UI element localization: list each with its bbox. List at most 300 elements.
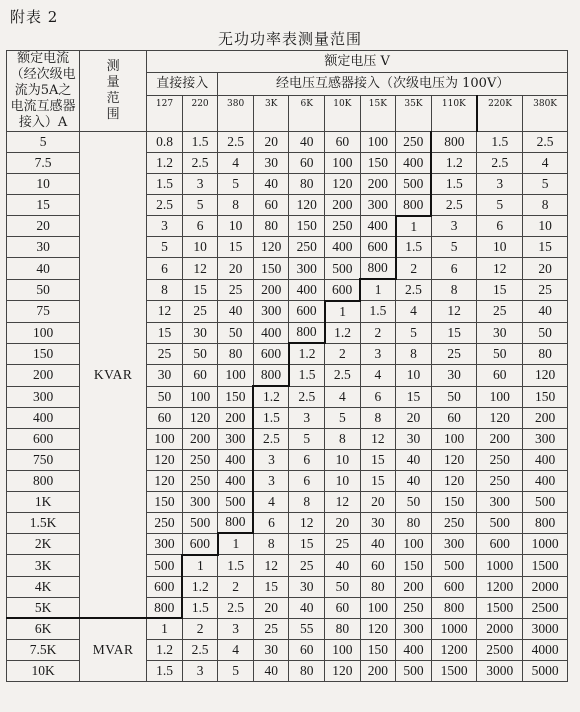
value-cell: 5 [325, 408, 361, 429]
value-cell: 200 [325, 194, 361, 215]
value-cell: 400 [396, 640, 432, 661]
value-cell: 30 [147, 365, 183, 386]
value-cell: 2.5 [325, 365, 361, 386]
value-cell: 4 [360, 365, 396, 386]
value-cell: 5 [523, 173, 568, 194]
value-cell: 8 [289, 491, 325, 512]
voltage-col-header: 10K [325, 96, 361, 132]
value-cell: 20 [396, 408, 432, 429]
value-cell: 10 [218, 216, 254, 237]
rated-current-cell: 1.5K [7, 512, 80, 533]
rated-current-cell: 10 [7, 173, 80, 194]
value-cell: 250 [289, 237, 325, 258]
value-cell: 80 [523, 343, 568, 364]
value-cell: 100 [147, 428, 183, 449]
table-row [7, 618, 568, 639]
value-cell: 3 [289, 408, 325, 429]
rated-current-cell: 300 [7, 386, 80, 407]
rated-current-cell: 3K [7, 555, 80, 576]
value-cell: 30 [253, 152, 289, 173]
value-cell: 1.5 [218, 555, 254, 576]
value-cell: 150 [431, 491, 477, 512]
value-cell: 1200 [477, 576, 523, 597]
voltage-col-header: 220 [182, 96, 218, 132]
value-cell: 1 [218, 533, 254, 554]
value-cell: 1.5 [147, 173, 183, 194]
value-cell: 30 [360, 512, 396, 533]
appendix-label: 附表 2 [10, 8, 59, 26]
value-cell: 1.2 [289, 343, 325, 364]
value-cell: 120 [477, 408, 523, 429]
value-cell: 80 [218, 343, 254, 364]
value-cell: 1 [325, 301, 361, 322]
rated-current-cell: 15 [7, 194, 80, 215]
value-cell: 250 [396, 132, 432, 153]
value-cell: 400 [289, 279, 325, 300]
rated-current-cell: 800 [7, 470, 80, 491]
rated-current-cell: 7.5K [7, 640, 80, 661]
value-cell: 500 [396, 173, 432, 194]
value-cell: 4 [253, 491, 289, 512]
value-cell: 600 [360, 237, 396, 258]
value-cell: 25 [147, 343, 183, 364]
rated-current-cell: 600 [7, 428, 80, 449]
value-cell: 3 [431, 216, 477, 237]
value-cell: 150 [218, 386, 254, 407]
value-cell: 400 [253, 322, 289, 343]
value-cell: 2 [182, 618, 218, 639]
voltage-col-header: 3K [253, 96, 289, 132]
voltage-col-header: 15K [360, 96, 396, 132]
value-cell: 5000 [523, 661, 568, 682]
value-cell: 800 [147, 597, 183, 618]
value-cell: 60 [477, 365, 523, 386]
value-cell: 10 [325, 449, 361, 470]
value-cell: 120 [147, 470, 183, 491]
value-cell: 10 [523, 216, 568, 237]
value-cell: 12 [182, 258, 218, 279]
value-cell: 300 [182, 491, 218, 512]
value-cell: 50 [431, 386, 477, 407]
value-cell: 8 [523, 194, 568, 215]
value-cell: 2 [360, 322, 396, 343]
value-cell: 12 [360, 428, 396, 449]
value-cell: 1.5 [360, 301, 396, 322]
value-cell: 300 [289, 258, 325, 279]
value-cell: 10 [396, 365, 432, 386]
value-cell: 3 [182, 661, 218, 682]
value-cell: 250 [396, 597, 432, 618]
value-cell: 8 [253, 533, 289, 554]
value-cell: 500 [147, 555, 183, 576]
value-cell: 1500 [523, 555, 568, 576]
rated-current-cell: 150 [7, 343, 80, 364]
value-cell: 120 [431, 449, 477, 470]
value-cell: 2.5 [182, 152, 218, 173]
value-cell: 1.2 [147, 152, 183, 173]
value-cell: 40 [523, 301, 568, 322]
rated-current-cell: 50 [7, 279, 80, 300]
value-cell: 20 [253, 132, 289, 153]
value-cell: 2 [325, 343, 361, 364]
value-cell: 1.5 [253, 408, 289, 429]
value-cell: 15 [360, 449, 396, 470]
value-cell: 2.5 [431, 194, 477, 215]
value-cell: 40 [360, 533, 396, 554]
value-cell: 6 [289, 449, 325, 470]
value-cell: 200 [396, 576, 432, 597]
value-cell: 15 [218, 237, 254, 258]
value-cell: 120 [431, 470, 477, 491]
value-cell: 1.5 [182, 597, 218, 618]
value-cell: 120 [325, 661, 361, 682]
value-cell: 20 [253, 597, 289, 618]
value-cell: 80 [360, 576, 396, 597]
value-cell: 40 [396, 449, 432, 470]
value-cell: 600 [147, 576, 183, 597]
value-cell: 6 [431, 258, 477, 279]
value-cell: 20 [360, 491, 396, 512]
value-cell: 25 [289, 555, 325, 576]
rated-current-cell: 100 [7, 322, 80, 343]
value-cell: 2.5 [182, 640, 218, 661]
value-cell: 25 [431, 343, 477, 364]
rated-current-cell: 400 [7, 408, 80, 429]
value-cell: 15 [477, 279, 523, 300]
rated-current-cell: 1K [7, 491, 80, 512]
value-cell: 60 [253, 194, 289, 215]
value-cell: 80 [396, 512, 432, 533]
value-cell: 10 [325, 470, 361, 491]
value-cell: 600 [431, 576, 477, 597]
value-cell: 25 [182, 301, 218, 322]
value-cell: 800 [431, 132, 477, 153]
value-cell: 25 [253, 618, 289, 639]
rated-current-cell: 4K [7, 576, 80, 597]
value-cell: 250 [182, 449, 218, 470]
value-cell: 80 [289, 173, 325, 194]
value-cell: 15 [253, 576, 289, 597]
value-cell: 40 [325, 555, 361, 576]
value-cell: 400 [523, 470, 568, 491]
value-cell: 1.5 [396, 237, 432, 258]
value-cell: 800 [431, 597, 477, 618]
value-cell: 10 [182, 237, 218, 258]
rated-current-cell: 5 [7, 132, 80, 153]
value-cell: 1 [147, 618, 183, 639]
value-cell: 250 [147, 512, 183, 533]
value-cell: 2.5 [477, 152, 523, 173]
value-cell: 40 [253, 661, 289, 682]
value-cell: 1.5 [147, 661, 183, 682]
value-cell: 300 [253, 301, 289, 322]
value-cell: 2.5 [218, 597, 254, 618]
value-cell: 5 [289, 428, 325, 449]
value-cell: 100 [325, 152, 361, 173]
value-cell: 15 [182, 279, 218, 300]
value-cell: 5 [396, 322, 432, 343]
value-cell: 40 [253, 173, 289, 194]
value-cell: 5 [218, 661, 254, 682]
table-row [7, 132, 568, 153]
value-cell: 2.5 [253, 428, 289, 449]
value-cell: 120 [182, 408, 218, 429]
value-cell: 60 [325, 597, 361, 618]
value-cell: 55 [289, 618, 325, 639]
value-cell: 8 [396, 343, 432, 364]
voltage-col-header: 35K [396, 96, 432, 132]
value-cell: 60 [431, 408, 477, 429]
value-cell: 300 [431, 533, 477, 554]
value-cell: 1000 [431, 618, 477, 639]
value-cell: 2.5 [396, 279, 432, 300]
value-cell: 2500 [477, 640, 523, 661]
value-cell: 800 [396, 194, 432, 215]
value-cell: 3 [253, 449, 289, 470]
value-cell: 120 [523, 365, 568, 386]
value-cell: 60 [325, 132, 361, 153]
rated-voltage-header: 额定电压 V [147, 51, 568, 73]
table-body [7, 132, 568, 682]
value-cell: 6 [147, 258, 183, 279]
value-cell: 100 [218, 365, 254, 386]
value-cell: 800 [218, 512, 254, 533]
value-cell: 3000 [477, 661, 523, 682]
value-cell: 150 [147, 491, 183, 512]
value-cell: 60 [182, 365, 218, 386]
value-cell: 8 [360, 408, 396, 429]
value-cell: 4 [325, 386, 361, 407]
value-cell: 250 [325, 216, 361, 237]
value-cell: 500 [396, 661, 432, 682]
value-cell: 1.5 [182, 132, 218, 153]
value-cell: 1.2 [253, 386, 289, 407]
value-cell: 1000 [523, 533, 568, 554]
value-cell: 150 [396, 555, 432, 576]
value-cell: 80 [289, 661, 325, 682]
value-cell: 1200 [431, 640, 477, 661]
value-cell: 3 [147, 216, 183, 237]
value-cell: 2 [218, 576, 254, 597]
value-cell: 600 [289, 301, 325, 322]
value-cell: 150 [360, 152, 396, 173]
value-cell: 400 [360, 216, 396, 237]
value-cell: 600 [325, 279, 361, 300]
value-cell: 1.5 [477, 132, 523, 153]
value-cell: 300 [396, 618, 432, 639]
value-cell: 2.5 [147, 194, 183, 215]
value-cell: 12 [477, 258, 523, 279]
value-cell: 15 [289, 533, 325, 554]
value-cell: 400 [396, 152, 432, 173]
value-cell: 50 [325, 576, 361, 597]
value-cell: 60 [289, 152, 325, 173]
value-cell: 60 [147, 408, 183, 429]
value-cell: 500 [325, 258, 361, 279]
value-cell: 0.8 [147, 132, 183, 153]
value-cell: 4 [218, 152, 254, 173]
value-cell: 6 [289, 470, 325, 491]
rated-current-cell: 7.5 [7, 152, 80, 173]
value-cell: 150 [523, 386, 568, 407]
value-cell: 6 [477, 216, 523, 237]
value-cell: 150 [289, 216, 325, 237]
value-cell: 80 [253, 216, 289, 237]
value-cell: 2000 [477, 618, 523, 639]
value-cell: 25 [477, 301, 523, 322]
rated-current-cell: 200 [7, 365, 80, 386]
value-cell: 6 [182, 216, 218, 237]
value-cell: 120 [289, 194, 325, 215]
value-cell: 1500 [431, 661, 477, 682]
value-cell: 40 [289, 597, 325, 618]
value-cell: 150 [360, 640, 396, 661]
value-cell: 120 [325, 173, 361, 194]
value-cell: 2500 [523, 597, 568, 618]
value-cell: 120 [147, 449, 183, 470]
value-cell: 250 [431, 512, 477, 533]
value-cell: 50 [396, 491, 432, 512]
value-cell: 1 [182, 555, 218, 576]
value-cell: 8 [147, 279, 183, 300]
rated-current-cell: 10K [7, 661, 80, 682]
value-cell: 25 [218, 279, 254, 300]
value-cell: 600 [182, 533, 218, 554]
measurement-range-table [6, 50, 568, 682]
value-cell: 250 [477, 470, 523, 491]
value-cell: 5 [147, 237, 183, 258]
value-cell: 40 [218, 301, 254, 322]
value-cell: 1 [396, 216, 432, 237]
voltage-col-header: 127 [147, 96, 183, 132]
value-cell: 30 [477, 322, 523, 343]
rated-current-header: 额定电流（经次级电流为5A之电流互感器接入）A [7, 51, 80, 132]
value-cell: 600 [477, 533, 523, 554]
value-cell: 8 [431, 279, 477, 300]
value-cell: 15 [431, 322, 477, 343]
rated-current-cell: 30 [7, 237, 80, 258]
value-cell: 250 [477, 449, 523, 470]
value-cell: 4000 [523, 640, 568, 661]
value-cell: 30 [431, 365, 477, 386]
value-cell: 120 [253, 237, 289, 258]
value-cell: 12 [431, 301, 477, 322]
value-cell: 300 [147, 533, 183, 554]
value-cell: 500 [182, 512, 218, 533]
unit-kvar: KVAR [80, 132, 147, 619]
value-cell: 8 [218, 194, 254, 215]
value-cell: 100 [325, 640, 361, 661]
value-cell: 15 [147, 322, 183, 343]
value-cell: 1 [360, 279, 396, 300]
rated-current-cell: 20 [7, 216, 80, 237]
value-cell: 60 [289, 640, 325, 661]
value-cell: 20 [218, 258, 254, 279]
value-cell: 40 [396, 470, 432, 491]
value-cell: 5 [431, 237, 477, 258]
value-cell: 800 [523, 512, 568, 533]
value-cell: 200 [218, 408, 254, 429]
value-cell: 500 [523, 491, 568, 512]
value-cell: 100 [182, 386, 218, 407]
value-cell: 200 [182, 428, 218, 449]
value-cell: 200 [360, 173, 396, 194]
value-cell: 50 [182, 343, 218, 364]
value-cell: 10 [477, 237, 523, 258]
value-cell: 30 [289, 576, 325, 597]
value-cell: 3 [360, 343, 396, 364]
value-cell: 12 [289, 512, 325, 533]
value-cell: 25 [523, 279, 568, 300]
value-cell: 15 [396, 386, 432, 407]
value-cell: 3000 [523, 618, 568, 639]
value-cell: 1.2 [325, 322, 361, 343]
value-cell: 30 [253, 640, 289, 661]
value-cell: 30 [396, 428, 432, 449]
value-cell: 100 [396, 533, 432, 554]
value-cell: 50 [477, 343, 523, 364]
value-cell: 3 [477, 173, 523, 194]
value-cell: 12 [253, 555, 289, 576]
value-cell: 200 [360, 661, 396, 682]
value-cell: 2.5 [289, 386, 325, 407]
value-cell: 400 [523, 449, 568, 470]
rated-current-cell: 40 [7, 258, 80, 279]
value-cell: 40 [289, 132, 325, 153]
value-cell: 8 [325, 428, 361, 449]
value-cell: 200 [253, 279, 289, 300]
value-cell: 30 [182, 322, 218, 343]
rated-current-cell: 750 [7, 449, 80, 470]
value-cell: 6 [360, 386, 396, 407]
value-cell: 25 [325, 533, 361, 554]
value-cell: 600 [253, 343, 289, 364]
value-cell: 1.5 [289, 365, 325, 386]
table-caption: 无功功率表测量范围 [217, 30, 362, 48]
value-cell: 15 [523, 237, 568, 258]
value-cell: 12 [147, 301, 183, 322]
value-cell: 12 [325, 491, 361, 512]
value-cell: 800 [289, 322, 325, 343]
value-cell: 15 [360, 470, 396, 491]
value-cell: 6 [253, 512, 289, 533]
measure-range-header: 测量范围 [80, 51, 147, 132]
value-cell: 3 [182, 173, 218, 194]
value-cell: 100 [477, 386, 523, 407]
value-cell: 50 [523, 322, 568, 343]
value-cell: 1.2 [147, 640, 183, 661]
voltage-col-header: 6K [289, 96, 325, 132]
value-cell: 500 [477, 512, 523, 533]
unit-mvar: MVAR [80, 618, 147, 681]
value-cell: 400 [325, 237, 361, 258]
value-cell: 1.2 [431, 152, 477, 173]
value-cell: 4 [396, 301, 432, 322]
value-cell: 2.5 [523, 132, 568, 153]
value-cell: 50 [218, 322, 254, 343]
value-cell: 800 [360, 258, 396, 279]
value-cell: 300 [523, 428, 568, 449]
voltage-col-header: 220K [477, 96, 523, 132]
value-cell: 20 [325, 512, 361, 533]
direct-connection-header: 直接接入 [147, 73, 218, 96]
value-cell: 100 [360, 597, 396, 618]
value-cell: 5 [182, 194, 218, 215]
value-cell: 2 [396, 258, 432, 279]
value-cell: 1.5 [431, 173, 477, 194]
voltage-col-header: 380K [523, 96, 568, 132]
via-transformer-header: 经电压互感器接入（次级电压为 100V） [218, 73, 568, 96]
